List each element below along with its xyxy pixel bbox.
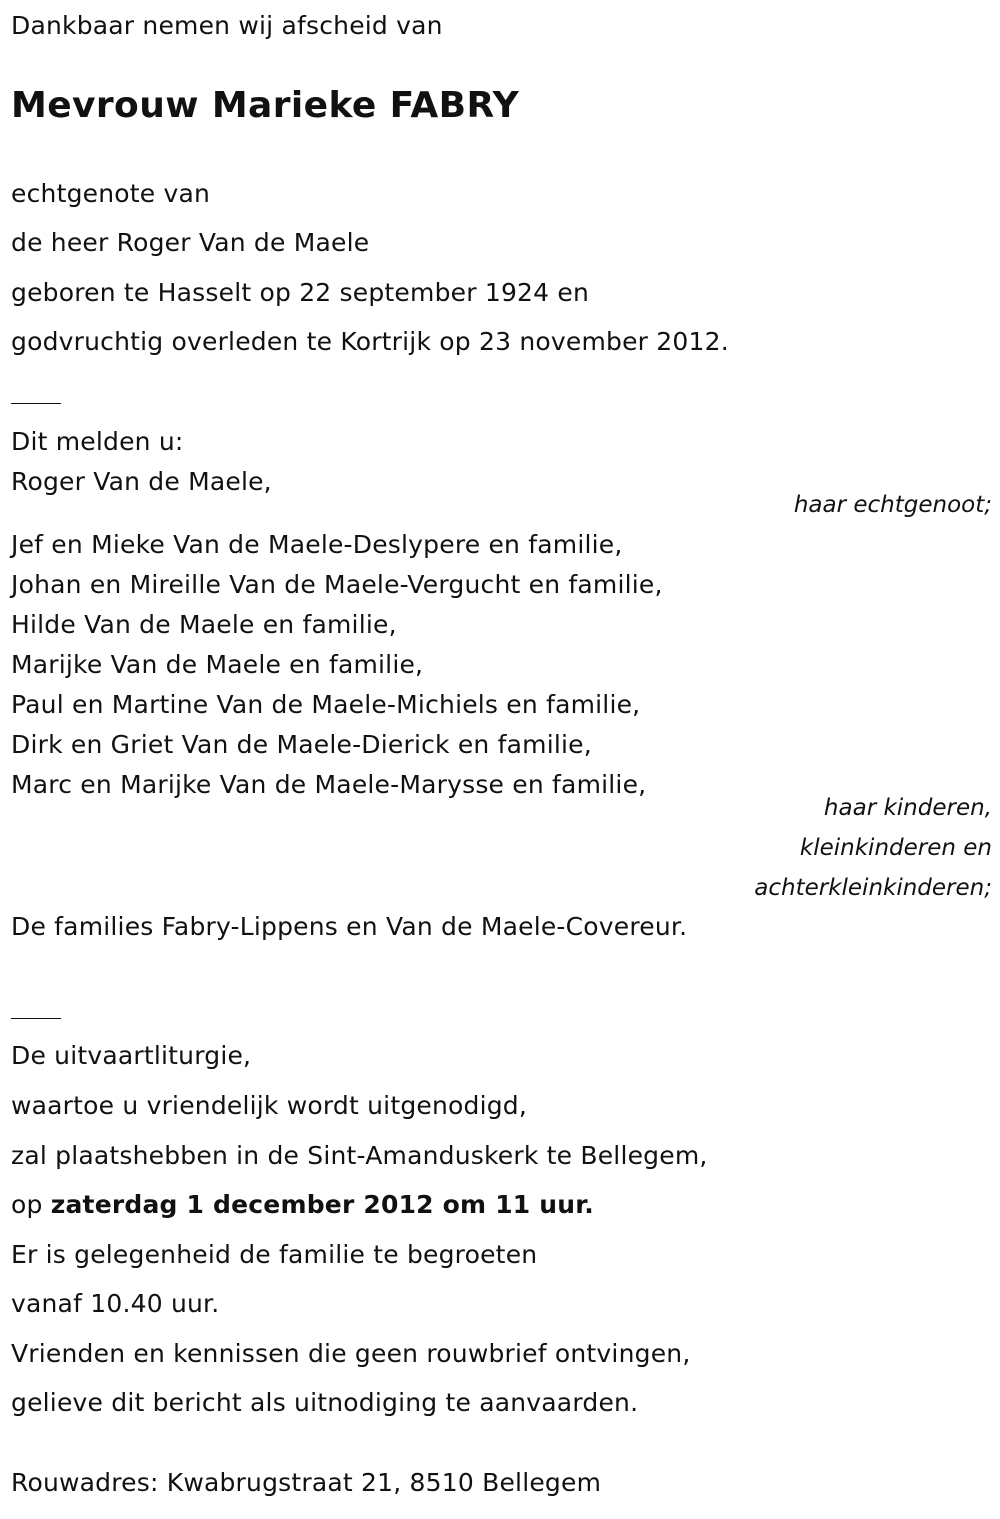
mourning-address: Rouwadres: Kwabrugstraat 21, 8510 Bellegem — [11, 1468, 602, 1497]
announcers-intro: Dit melden u: — [11, 427, 184, 456]
children-role-line-1: haar kinderen, — [823, 795, 992, 821]
child-entry: Jef en Mieke Van de Maele-Deslypere en familie, — [11, 530, 623, 559]
bio-line-4: godvruchtig overleden te Kortrijk op 23 november 2012. — [11, 327, 729, 356]
child-entry: Dirk en Griet Van de Maele-Dierick en familie, — [11, 730, 592, 759]
funeral-line-1: De uitvaartliturgie, — [11, 1041, 252, 1070]
funeral-line-8: gelieve dit bericht als uitnodiging te aanvaarden. — [11, 1388, 639, 1417]
spouse-name: Roger Van de Maele, — [11, 467, 272, 496]
funeral-line-7: Vrienden en kennissen die geen rouwbrief ontvingen, — [11, 1339, 691, 1368]
bio-line-2: de heer Roger Van de Maele — [11, 228, 370, 257]
child-entry: Marc en Marijke Van de Maele-Marysse en familie, — [11, 770, 647, 799]
section-divider — [11, 1018, 61, 1019]
families-line: De families Fabry-Lippens en Van de Maele-Covereur. — [11, 912, 688, 941]
child-entry: Marijke Van de Maele en familie, — [11, 650, 424, 679]
funeral-date — [11, 1190, 594, 1220]
funeral-line-2: waartoe u vriendelijk wordt uitgenodigd, — [11, 1091, 528, 1120]
children-role-line-3: achterkleinkinderen; — [754, 875, 992, 901]
intro-text: Dankbaar nemen wij afscheid van — [11, 11, 443, 40]
section-divider — [11, 403, 61, 404]
funeral-line-6: vanaf 10.40 uur. — [11, 1289, 220, 1318]
child-entry: Hilde Van de Maele en familie, — [11, 610, 397, 639]
funeral-date-time: zaterdag 1 december 2012 om 11 uur. — [50, 1190, 594, 1219]
bio-line-1: echtgenote van — [11, 179, 211, 208]
child-entry: Paul en Martine Van de Maele-Michiels en familie, — [11, 690, 641, 719]
funeral-line-3: zal plaatshebben in de Sint-Amanduskerk te Bellegem, — [11, 1141, 708, 1170]
children-role-line-2: kleinkinderen en — [799, 835, 992, 861]
funeral-line-5: Er is gelegenheid de familie te begroeten — [11, 1240, 538, 1269]
spouse-role: haar echtgenoot; — [793, 492, 992, 518]
bio-line-3: geboren te Hasselt op 22 september 1924 en — [11, 278, 590, 307]
funeral-date-prefix: op — [11, 1190, 51, 1219]
child-entry: Johan en Mireille Van de Maele-Vergucht en familie, — [11, 570, 663, 599]
deceased-name: Mevrouw Marieke FABRY — [11, 85, 520, 126]
